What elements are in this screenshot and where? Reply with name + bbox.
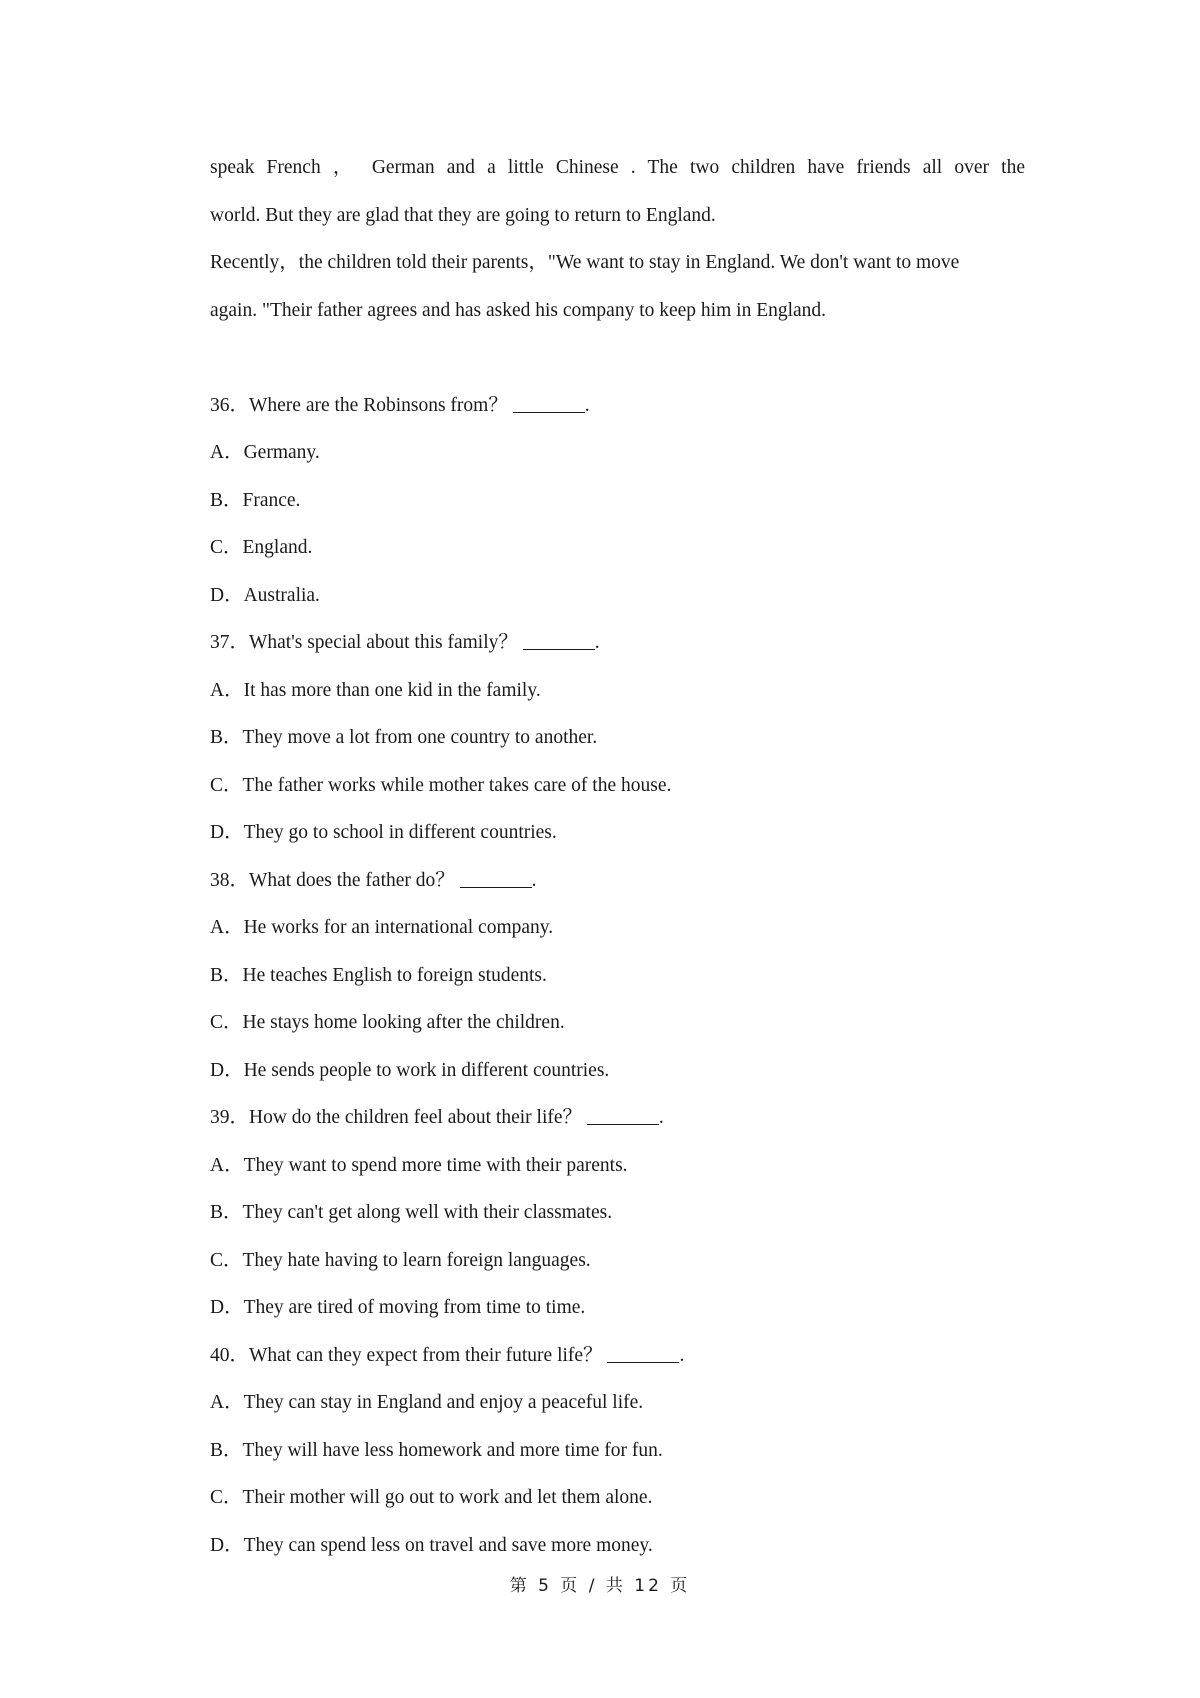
- question-39-stem: [210, 1100, 1025, 1148]
- answer-blank: [523, 630, 595, 651]
- question-40-option-a: A．They can stay in England and enjoy a peaceful life.: [210, 1392, 644, 1413]
- answer-blank: [587, 1105, 659, 1126]
- blank-suffix: .: [679, 1344, 685, 1366]
- paragraph-gap: [210, 340, 1025, 388]
- question-39-option-a: A．They want to spend more time with their parents.: [210, 1154, 628, 1176]
- blank-suffix: .: [531, 869, 537, 891]
- page-content: [210, 150, 1025, 1575]
- question-37-option-b: B．They move a lot from one country to another.: [210, 727, 598, 748]
- question-39-option-d: D．They are tired of moving from time to time.: [210, 1297, 586, 1318]
- question-36-option-b: B．France.: [210, 489, 301, 511]
- question-37-stem: [210, 625, 1025, 673]
- question-text: 38．What does the father do？: [210, 869, 455, 891]
- blank-suffix: .: [594, 632, 600, 653]
- question-40-option-c: C．Their mother will go out to work and let them alone.: [210, 1487, 653, 1508]
- answer-blank: [513, 392, 585, 413]
- question-37-option-c: C．The father works while mother takes care of the house.: [210, 774, 672, 796]
- question-40-option-b: B．They will have less homework and more time for fun.: [210, 1439, 663, 1461]
- question-38-stem: [210, 863, 1025, 911]
- question-40-option-d: D．They can spend less on travel and save more money.: [210, 1534, 653, 1556]
- question-36-option-c: C．England.: [210, 537, 313, 558]
- page-footer: 第 5 页 / 共 12 页: [509, 1576, 691, 1596]
- question-text: 39．How do the children feel about their life？: [210, 1107, 583, 1128]
- question-39-option-b: B．They can't get along well with their classmates.: [210, 1202, 613, 1223]
- passage-line-1: speak French ， German and a little Chinese . The two children have friends all over the: [210, 157, 1025, 178]
- question-38-option-a: A．He works for an international company.: [210, 917, 554, 938]
- question-37-option-a: A．It has more than one kid in the family.: [210, 679, 541, 701]
- question-40-stem: [210, 1338, 1025, 1386]
- blank-suffix: .: [584, 394, 590, 416]
- passage-line-4: again. "Their father agrees and has asked his company to keep him in England.: [210, 299, 827, 321]
- answer-blank: [460, 867, 532, 888]
- question-36-option-a: A．Germany.: [210, 442, 320, 463]
- blank-suffix: .: [658, 1107, 664, 1128]
- passage-line-3: Recently，the children told their parents，"We want to stay in England. We don't want to move: [210, 252, 960, 273]
- question-text: 36．Where are the Robinsons from？: [210, 394, 508, 416]
- question-text: 37．What's special about this family？: [210, 632, 518, 653]
- question-39-option-c: C．They hate having to learn foreign languages.: [210, 1249, 591, 1271]
- question-38-option-b: B．He teaches English to foreign students.: [210, 964, 547, 986]
- question-text: 40．What can they expect from their future life？: [210, 1344, 603, 1366]
- question-37-option-d: D．They go to school in different countries.: [210, 822, 557, 843]
- question-36-option-d: D．Australia.: [210, 584, 320, 606]
- question-38-option-d: D．He sends people to work in different countries.: [210, 1059, 610, 1081]
- question-36-stem: [210, 388, 1025, 436]
- passage-line-2: world. But they are glad that they are going to return to England.: [210, 204, 716, 226]
- question-38-option-c: C．He stays home looking after the children.: [210, 1012, 565, 1033]
- answer-blank: [607, 1342, 679, 1363]
